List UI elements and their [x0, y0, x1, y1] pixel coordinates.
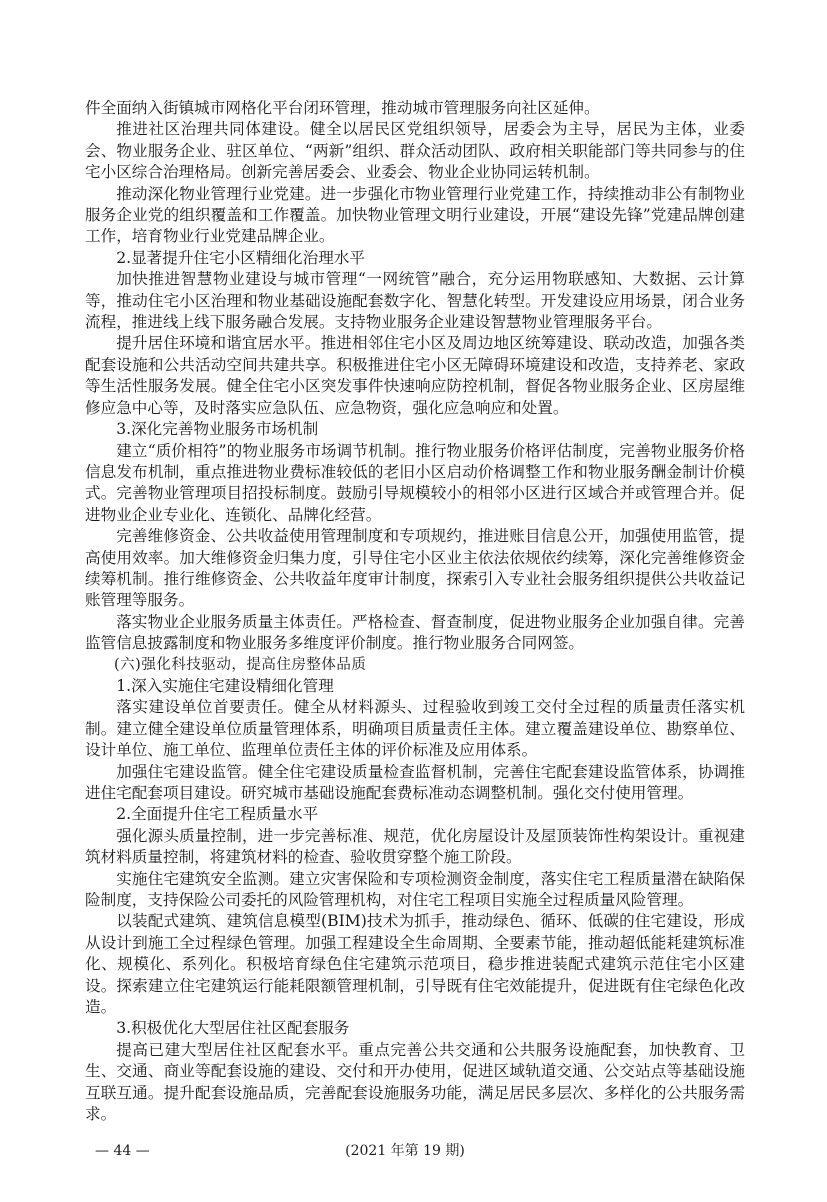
paragraph: 以装配式建筑、建筑信息模型(BIM)技术为抓手，推动绿色、循环、低碳的住宅建设，形成从设计到施工全过程绿色管理。加强工程建设全生命周期、全要素节能，推动超低能耗建筑标准化、规模化、系列化。积极培育绿色住宅建筑示范项目，稳步推进装配式建筑示范住宅小区建设。探索建立住宅建筑运行能耗限额管理机制，引导既有住宅效能提升，促进既有住宅绿色化改造。	[85, 912, 745, 1017]
continued-paragraph: 件全面纳入街镇城市网格化平台闭环管理，推动城市管理服务向社区延伸。	[85, 99, 600, 117]
paragraph: 完善维修资金、公共收益使用管理制度和专项规约，推进账目信息公开，加强使用监管，提高使用效率。加大维修资金归集力度，引导住宅小区业主依法依规依约续筹，深化完善维修资金续筹机制。推行维修资金、公共收益年度审计制度，探索引入专业社会服务组织提供公共收益记账管理等服务。	[85, 527, 745, 610]
issue-label: (2021 年第 19 期)	[345, 1142, 465, 1159]
subsection-heading: 3.深化完善物业服务市场机制	[116, 420, 319, 439]
paragraph: 加快推进智慧物业建设与城市管理“一网统管”融合，充分运用物联感知、大数据、云计算等，推动住宅小区治理和物业基础设施配套数字化、智慧化转型。开发建设应用场景，闭合业务流程，推进线上线下服务融合发展。支持物业服务企业建设智慧物业管理服务平台。	[85, 270, 745, 332]
paragraph: 提高已建大型居住社区配套水平。重点完善公共交通和公共服务设施配套，加快教育、卫生、交通、商业等配套设施的建设、交付和开办使用，促进区域轨道交通、公交站点等基础设施互联互通。提升配套设施品质，完善配套设施服务功能，满足居民多层次、多样化的公共服务需求。	[85, 1040, 745, 1124]
page-number: — 44 —	[95, 1142, 150, 1159]
paragraph: 建立“质价相符”的物业服务市场调节机制。推行物业服务价格评估制度，完善物业服务价格信息发布机制，重点推进物业费标准较低的老旧小区启动价格调整工作和物业服务酬金制计价模式。完善物业管理项目招投标制度。鼓励引导规模较小的相邻小区进行区域合并或管理合并。促进物业企业专业化、连锁化、品牌化经营。	[85, 441, 745, 524]
paragraph: 落实建设单位首要责任。健全从材料源头、过程验收到竣工交付全过程的质量责任落实机制。建立健全建设单位质量管理体系，明确项目质量责任主体。建立覆盖建设单位、勘察单位、设计单位、施工单位、监理单位责任主体的评价标准及应用体系。	[85, 698, 745, 760]
paragraph: 提升居住环境和谐宜居水平。推进相邻住宅小区及周边地区统筹建设、联动改造，加强各类配套设施和公共活动空间共建共享。积极推进住宅小区无障碍环境建设和改造，支持养老、家政等生活性服务发展。健全住宅小区突发事件快速响应防控机制，督促各物业服务企业、区房屋维修应急中心等，及时落实应急队伍、应急物资，强化应急响应和处置。	[85, 334, 745, 417]
paragraph: 推进社区治理共同体建设。健全以居民区党组织领导，居委会为主导，居民为主体，业委会、物业服务企业、驻区单位、“两新”组织、群众活动团队、政府相关职能部门等共同参与的住宅小区综合治理格局。创新完善居委会、业委会、物业企业协同运转机制。	[85, 120, 745, 182]
paragraph: 强化源头质量控制，进一步完善标准、规范，优化房屋设计及屋顶装饰性构架设计。重视建筑材料质量控制，将建筑材料的检查、验收贯穿整个施工阶段。	[85, 826, 745, 867]
subsection-heading: 1.深入实施住宅建设精细化管理	[116, 676, 334, 695]
page-footer	[85, 1140, 745, 1162]
subsection-heading: 2.全面提升住宅工程质量水平	[116, 805, 319, 824]
document-body	[85, 98, 745, 1126]
paragraph: 加强住宅建设监管。健全住宅建设质量检查监督机制，完善住宅配套建设监管体系，协调推进住宅配套项目建设。研究城市基础设施配套费标准动态调整机制。强化交付使用管理。	[85, 762, 745, 802]
paragraph: 落实物业企业服务质量主体责任。严格检查、督查制度，促进物业服务企业加强自律。完善监管信息披露制度和物业服务多维度评价制度。推行物业服务合同网签。	[85, 612, 745, 653]
paragraph: 推动深化物业管理行业党建。进一步强化市物业管理行业党建工作，持续推动非公有制物业服务企业党的组织覆盖和工作覆盖。加快物业管理文明行业建设，开展“建设先锋”党建品牌创建工作，培育物业行业党建品牌企业。	[85, 184, 745, 246]
subsection-heading: 2.显著提升住宅小区精细化治理水平	[116, 248, 365, 267]
section-heading: (六)强化科技驱动，提高住房整体品质	[114, 656, 367, 673]
paragraph: 实施住宅建筑安全监测。建立灾害保险和专项检测资金制度，落实住宅工程质量潜在缺陷保险制度，支持保险公司委托的风险管理机构，对住宅工程项目实施全过程质量风险管理。	[85, 869, 745, 910]
subsection-heading: 3.积极优化大型居住社区配套服务	[116, 1019, 350, 1038]
